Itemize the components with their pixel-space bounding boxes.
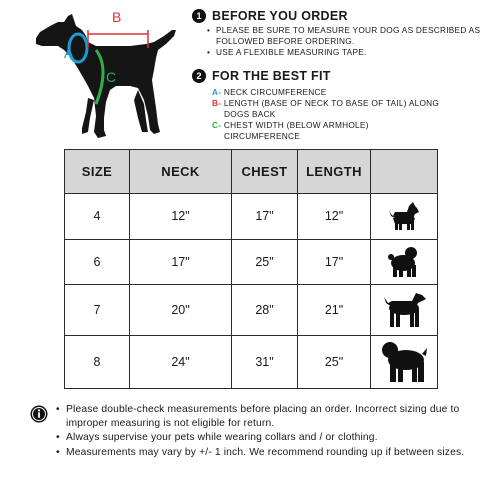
cell-neck: 20"	[130, 285, 232, 336]
measure-desc-cont: DOGS BACK	[224, 109, 276, 119]
cell-dog	[371, 194, 438, 240]
cell-dog	[371, 336, 438, 389]
table-header-row	[65, 150, 438, 194]
measure-desc: NECK CIRCUMFERENCE	[223, 87, 327, 97]
table-row	[65, 239, 438, 285]
cell-chest: 17"	[232, 194, 298, 240]
header-size: SIZE	[65, 150, 130, 194]
info-icon	[30, 405, 48, 423]
list-item	[212, 98, 492, 120]
measure-desc: LENGTH (BASE OF NECK TO BASE OF TAIL) ALONG	[223, 98, 440, 108]
label-a: A	[64, 45, 74, 61]
medium-dog-icon	[382, 291, 426, 329]
cell-neck: 17"	[130, 239, 232, 285]
small-terrier-icon	[387, 200, 421, 232]
list-item: • Always supervise your pets while wearing collars and / or clothing.	[66, 431, 486, 445]
measure-desc-cont: CIRCUMFERENCE	[224, 131, 301, 141]
large-dog-icon	[380, 340, 428, 384]
cell-size: 7	[65, 285, 130, 336]
cell-length: 12"	[298, 194, 371, 240]
table-row	[65, 194, 438, 240]
list-item: • Measurements may vary by +/- 1 inch. We recommend rounding up if between sizes.	[66, 446, 486, 460]
step-best-fit	[192, 68, 492, 142]
list-item: • PLEASE BE SURE TO MEASURE YOUR DOG AS DESCRIBED AS FOLLOWED BEFORE ORDERING.	[216, 25, 492, 47]
cell-neck: 24"	[130, 336, 232, 389]
step-before-you-order	[192, 8, 492, 58]
header-length: LENGTH	[298, 150, 371, 194]
cell-size: 4	[65, 194, 130, 240]
header-neck: NECK	[130, 150, 232, 194]
measure-key-a: A-	[212, 87, 222, 97]
step-number-badge: 2	[192, 69, 206, 83]
cell-size: 6	[65, 239, 130, 285]
bullet-list	[192, 25, 492, 58]
pug-dog-icon	[387, 245, 421, 279]
cell-length: 21"	[298, 285, 371, 336]
table-row	[65, 336, 438, 389]
cell-size: 8	[65, 336, 130, 389]
list-item: • Please double-check measurements before placing an order. Incorrect sizing due to improper measuring is not eligible for return.	[66, 403, 486, 430]
notes-list	[66, 403, 486, 460]
cell-dog	[371, 239, 438, 285]
cell-chest: 28"	[232, 285, 298, 336]
label-c: C	[106, 69, 117, 85]
header-chest: CHEST	[232, 150, 298, 194]
cell-length: 25"	[298, 336, 371, 389]
measure-desc: CHEST WIDTH (BELOW ARMHOLE)	[223, 120, 369, 130]
fit-measure-list	[212, 87, 492, 142]
header-dog-icon	[371, 150, 438, 194]
measure-key-c: C-	[212, 120, 222, 130]
step-number-badge: 1	[192, 9, 206, 23]
step-title: FOR THE BEST FIT	[212, 69, 331, 83]
list-item: • USE A FLEXIBLE MEASURING TAPE.	[216, 47, 492, 58]
table-row	[65, 285, 438, 336]
cell-neck: 12"	[130, 194, 232, 240]
cell-length: 17"	[298, 239, 371, 285]
measure-key-b: B-	[212, 98, 222, 108]
dog-measurement-diagram	[30, 8, 190, 148]
list-item	[212, 87, 492, 98]
cell-chest: 25"	[232, 239, 298, 285]
size-chart-table	[64, 149, 438, 389]
step-title: BEFORE YOU ORDER	[212, 9, 348, 23]
list-item	[212, 120, 492, 142]
cell-dog	[371, 285, 438, 336]
label-b: B	[112, 9, 122, 25]
cell-chest: 31"	[232, 336, 298, 389]
